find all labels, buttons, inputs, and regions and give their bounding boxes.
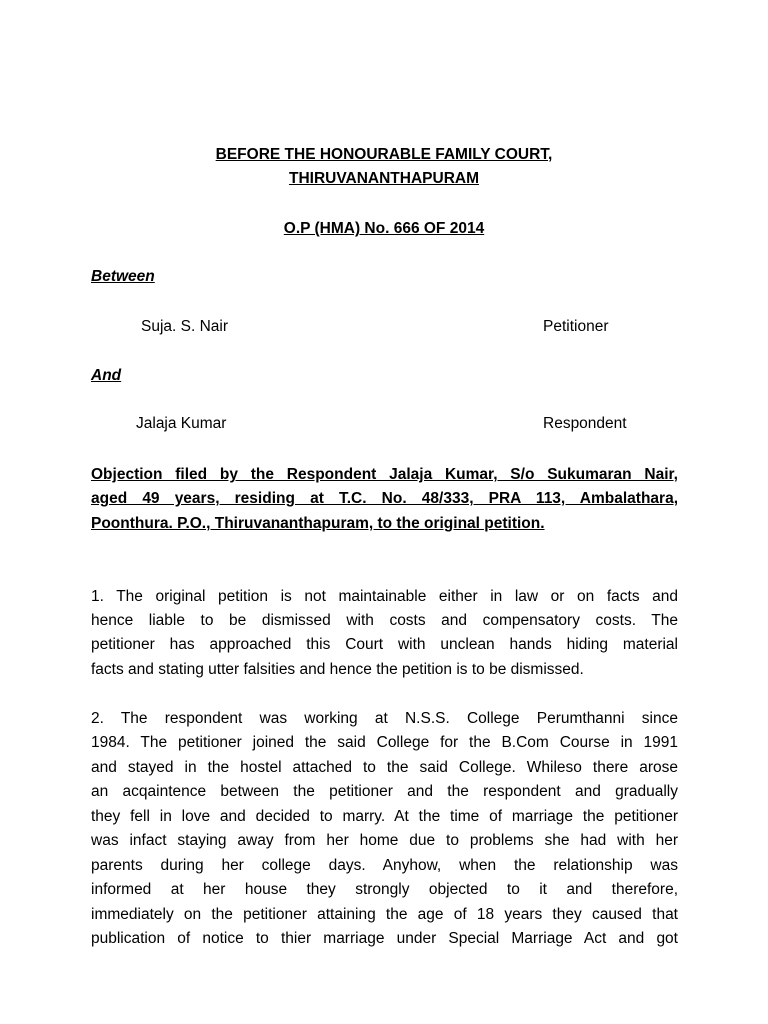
paragraph-1-line: petitioner has approached this Court with unclean hands hiding material bbox=[91, 636, 678, 653]
paragraph-1-line: 1. The original petition is not maintainable either in law or on facts and bbox=[91, 588, 678, 605]
court-heading-line1: BEFORE THE HONOURABLE FAMILY COURT, bbox=[215, 146, 553, 163]
paragraph-2-line: parents during her college days. Anyhow, when the relationship was bbox=[91, 857, 678, 874]
respondent-name: Jalaja Kumar bbox=[136, 415, 227, 432]
paragraph-2-line: immediately on the petitioner attaining the age of 18 years they caused that bbox=[91, 906, 678, 923]
court-heading-line2: THIRUVANANTHAPURAM bbox=[288, 170, 479, 187]
paragraph-2-line: informed at her house they strongly objected to it and therefore, bbox=[91, 881, 678, 898]
paragraph-2-line: publication of notice to thier marriage under Special Marriage Act and got bbox=[91, 930, 678, 947]
paragraph-2-line: an acqaintence between the petitioner and the respondent and gradually bbox=[91, 783, 678, 800]
and-label: And bbox=[91, 367, 122, 384]
objection-heading-line: Poonthura. P.O., Thiruvananthapuram, to the original petition. bbox=[91, 515, 545, 532]
respondent-role: Respondent bbox=[543, 415, 627, 432]
petitioner-role: Petitioner bbox=[543, 318, 609, 335]
paragraph-2-line: and stayed in the hostel attached to the said College. Whileso there arose bbox=[91, 759, 678, 776]
paragraph-1-line: facts and stating utter falsities and hence the petition is to be dismissed. bbox=[91, 661, 584, 678]
paragraph-2-line: they fell in love and decided to marry. At the time of marriage the petitioner bbox=[91, 808, 678, 825]
case-number: O.P (HMA) No. 666 OF 2014 bbox=[283, 220, 485, 237]
between-label: Between bbox=[91, 268, 155, 285]
objection-heading-line: Objection filed by the Respondent Jalaja Kumar, S/o Sukumaran Nair, bbox=[91, 466, 678, 483]
paragraph-2-line: was infact staying away from her home due to problems she had with her bbox=[91, 832, 678, 849]
objection-heading-line: aged 49 years, residing at T.C. No. 48/333, PRA 113, Ambalathara, bbox=[91, 490, 678, 507]
paragraph-2-line: 1984. The petitioner joined the said College for the B.Com Course in 1991 bbox=[91, 734, 678, 751]
paragraph-2-line: 2. The respondent was working at N.S.S. College Perumthanni since bbox=[91, 710, 678, 727]
paragraph-1-line: hence liable to be dismissed with costs and compensatory costs. The bbox=[91, 612, 678, 629]
petitioner-name: Suja. S. Nair bbox=[141, 318, 229, 335]
